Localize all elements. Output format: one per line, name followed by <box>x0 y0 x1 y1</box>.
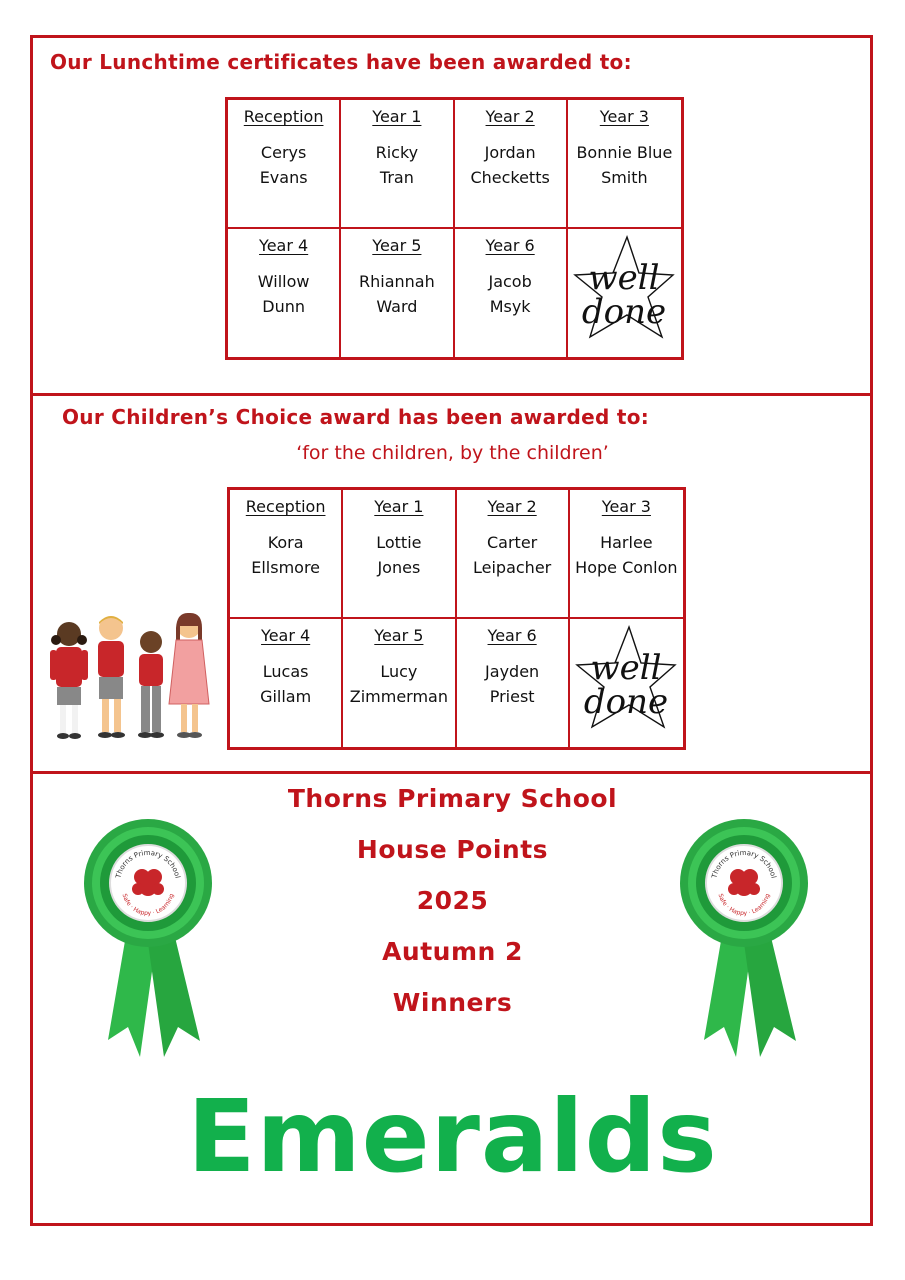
pupil-first-name: Jayden <box>485 661 540 681</box>
section-divider <box>30 393 873 396</box>
rosette-bottom-text: Safe · Happy · Learning <box>120 892 176 918</box>
pupil-last-name: Gillam <box>260 686 312 706</box>
pupil-last-name: Ellsmore <box>251 558 321 577</box>
pupil-last-name: Ward <box>376 296 418 316</box>
pupil-first-name: Jordan <box>484 143 536 162</box>
award-cell <box>341 100 454 229</box>
year-label: Year 2 <box>487 497 537 516</box>
children-illustration-icon <box>44 612 219 747</box>
pupil-last-name: Msyk <box>489 296 531 316</box>
rosette-icon <box>678 815 810 1070</box>
pupil-first-name: Willow <box>257 271 310 291</box>
award-cell <box>457 490 570 619</box>
award-cell <box>228 229 341 358</box>
pupil-first-name: Lucas <box>262 661 309 681</box>
well-done-cell <box>568 229 681 358</box>
well-done-star-icon <box>572 233 676 353</box>
pupil-first-name: Rhiannah <box>359 271 435 291</box>
award-cell <box>455 229 568 358</box>
year-label: Year 3 <box>599 107 649 126</box>
award-cell <box>230 619 343 748</box>
pupil-first-name: Harlee <box>600 533 653 552</box>
pupil-first-name: Kora <box>267 533 304 552</box>
rosette-icon <box>82 815 214 1070</box>
rosette-bottom-text: Safe · Happy · Learning <box>716 892 772 918</box>
rosette-top-text: Thorns Primary School <box>114 848 182 879</box>
pupil-first-name: Cerys <box>260 143 307 162</box>
house-points-winners-label: Winners <box>392 988 513 1017</box>
lunchtime-award-grid <box>225 97 684 360</box>
award-cell <box>455 100 568 229</box>
lunchtime-heading: Our Lunchtime certificates have been awarded to: <box>50 50 632 74</box>
year-label: Reception <box>243 107 324 126</box>
house-points-year: 2025 <box>416 886 489 915</box>
pupil-last-name: Tran <box>379 168 414 187</box>
year-label: Year 4 <box>261 625 311 645</box>
award-cell <box>343 619 456 748</box>
school-name: Thorns Primary School <box>287 784 618 813</box>
house-points-title: House Points <box>356 835 549 864</box>
pupil-first-name: Ricky <box>375 143 419 162</box>
done-text: done <box>581 291 666 332</box>
pupil-last-name: Checketts <box>470 168 550 187</box>
childrens-choice-award-grid <box>227 487 686 750</box>
award-cell <box>457 619 570 748</box>
year-label: Year 5 <box>374 625 424 645</box>
award-cell <box>341 229 454 358</box>
done-text: done <box>583 681 668 722</box>
well-text: well <box>588 257 660 298</box>
section-divider <box>30 771 873 774</box>
pupil-first-name: Bonnie Blue <box>576 143 673 162</box>
year-label: Year 1 <box>374 497 424 516</box>
rosette-top-text: Thorns Primary School <box>710 848 778 879</box>
well-done-star-icon <box>574 623 678 743</box>
pupil-last-name: Dunn <box>262 296 305 316</box>
year-label: Year 1 <box>372 107 422 126</box>
pupil-last-name: Hope Conlon <box>575 558 678 577</box>
well-done-cell <box>570 619 683 748</box>
award-cell <box>570 490 683 619</box>
award-cell <box>230 490 343 619</box>
year-label: Year 5 <box>372 235 422 255</box>
pupil-last-name: Priest <box>489 686 535 706</box>
award-cell <box>568 100 681 229</box>
pupil-last-name: Jones <box>377 558 421 577</box>
pupil-last-name: Evans <box>259 168 308 187</box>
childrens-choice-heading: Our Children’s Choice award has been awarded to: <box>62 405 650 429</box>
pupil-first-name: Jacob <box>488 271 532 291</box>
year-label: Year 4 <box>259 235 309 255</box>
childrens-choice-tagline: ‘for the children, by the children’ <box>296 442 609 464</box>
year-label: Year 2 <box>485 107 535 126</box>
year-label: Year 6 <box>487 625 537 645</box>
pupil-first-name: Lottie <box>376 533 422 552</box>
pupil-last-name: Smith <box>601 168 648 187</box>
award-cell <box>228 100 341 229</box>
year-label: Year 3 <box>601 497 651 516</box>
house-points-term: Autumn 2 <box>382 937 523 966</box>
winning-house-name: Emeralds <box>187 1078 718 1195</box>
pupil-first-name: Carter <box>487 533 538 552</box>
pupil-first-name: Lucy <box>380 661 418 681</box>
well-text: well <box>590 647 662 688</box>
year-label: Reception <box>245 497 326 516</box>
pupil-last-name: Zimmerman <box>349 686 448 706</box>
year-label: Year 6 <box>485 235 535 255</box>
pupil-last-name: Leipacher <box>473 558 552 577</box>
award-cell <box>343 490 456 619</box>
